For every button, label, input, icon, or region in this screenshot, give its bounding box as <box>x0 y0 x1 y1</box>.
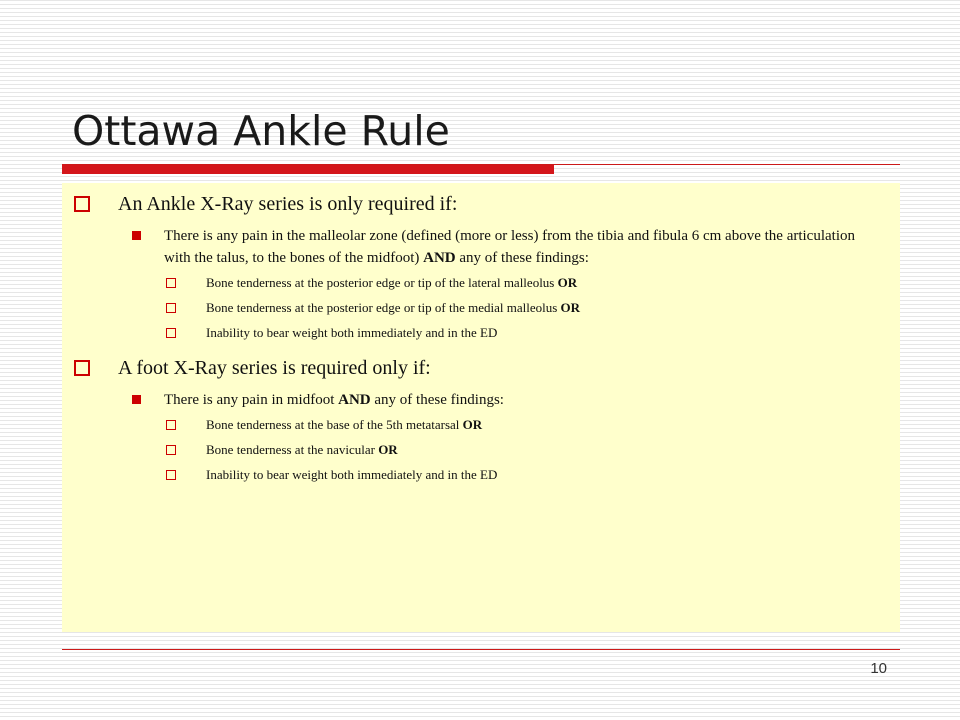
ankle-condition-text: There is any pain in the malleolar zone (defined (more or less) from the tibia and fibula 6 cm above the articulation with the talus, to the bones of the midfoot) <box>164 228 855 266</box>
ankle-section-heading <box>62 191 900 217</box>
hollow-square-icon <box>74 196 90 212</box>
finding-conjunction: OR <box>557 275 578 290</box>
foot-condition-text: There is any pain in midfoot <box>164 392 335 408</box>
title-accent-bar <box>62 165 554 174</box>
ankle-heading-text: An Ankle X-Ray series is only required if: <box>118 193 458 215</box>
list-item <box>62 274 900 292</box>
hollow-square-icon <box>166 445 176 455</box>
finding-text: Bone tenderness at the posterior edge or tip of the medial malleolus <box>206 300 558 315</box>
hollow-square-icon <box>166 470 176 480</box>
ankle-condition-and: AND <box>423 250 456 266</box>
filled-square-icon <box>132 395 141 404</box>
foot-condition-tail: any of these findings: <box>374 392 504 408</box>
foot-condition-and: AND <box>338 392 371 408</box>
list-item <box>62 299 900 317</box>
list-item <box>62 466 900 484</box>
hollow-square-icon <box>166 303 176 313</box>
ankle-condition <box>62 225 900 269</box>
foot-heading-text: A foot X-Ray series is required only if: <box>118 357 431 379</box>
page-number: 10 <box>870 660 887 677</box>
finding-text: Bone tenderness at the base of the 5th metatarsal <box>206 417 460 432</box>
finding-text: Bone tenderness at the posterior edge or tip of the lateral malleolus <box>206 275 555 290</box>
slide-title: Ottawa Ankle Rule <box>72 107 450 155</box>
slide-content <box>62 183 900 632</box>
hollow-square-icon <box>74 360 90 376</box>
foot-condition <box>62 389 900 411</box>
finding-text: Bone tenderness at the navicular <box>206 442 375 457</box>
list-item <box>62 324 900 342</box>
finding-text: Inability to bear weight both immediately and in the ED <box>206 325 498 340</box>
foot-section-heading <box>62 355 900 381</box>
filled-square-icon <box>132 231 141 240</box>
footer-divider-line <box>62 649 900 650</box>
finding-conjunction: OR <box>560 300 581 315</box>
ankle-condition-tail: any of these findings: <box>459 250 589 266</box>
finding-conjunction: OR <box>378 442 398 457</box>
hollow-square-icon <box>166 278 176 288</box>
list-item <box>62 416 900 434</box>
list-item <box>62 441 900 459</box>
finding-text: Inability to bear weight both immediately and in the ED <box>206 467 498 482</box>
finding-conjunction: OR <box>462 417 483 432</box>
hollow-square-icon <box>166 420 176 430</box>
hollow-square-icon <box>166 328 176 338</box>
